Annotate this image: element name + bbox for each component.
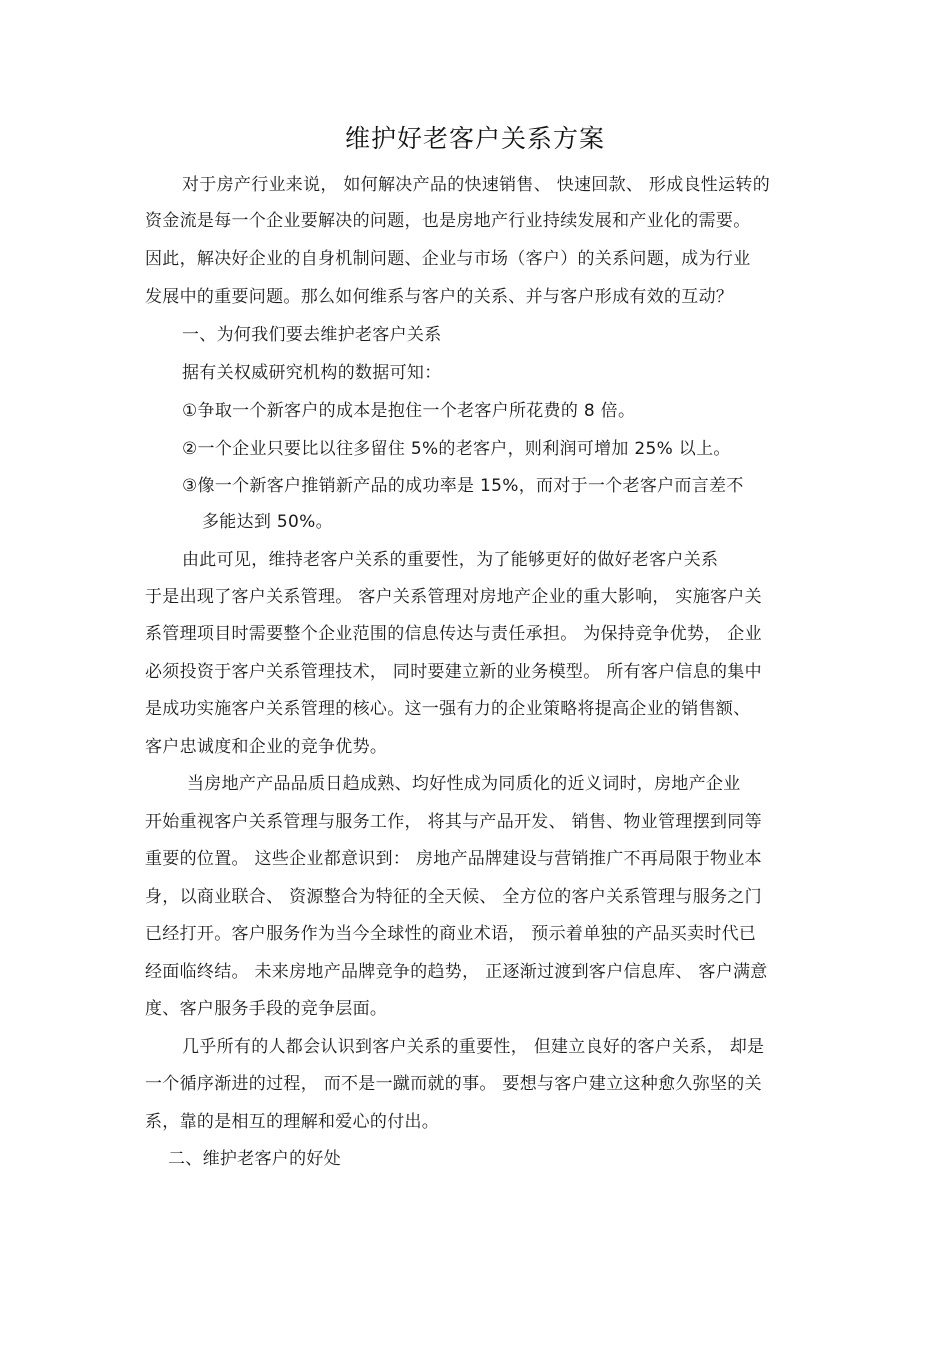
para4-line-3: 系，靠的是相互的理解和爱心的付出。 bbox=[145, 1112, 440, 1132]
fact-item-3: ③像一个新客户推销新产品的成功率是 15%，而对于一个老客户而言差不 bbox=[182, 476, 744, 496]
document-title: 维护好老客户关系方案 bbox=[344, 124, 605, 153]
para3-line-4: 身，以商业联合、 资源整合为特征的全天候、 全方位的客户关系管理与服务之门 bbox=[145, 887, 762, 907]
fact-item-2: ②一个企业只要比以往多留住 5%的老客户，则利润可增加 25% 以上。 bbox=[182, 439, 731, 459]
data-intro: 据有关权威研究机构的数据可知： bbox=[182, 363, 442, 383]
intro-line-2: 资金流是每一个企业要解决的问题，也是房地产行业持续发展和产业化的需要。 bbox=[145, 211, 751, 231]
para4-line-2: 一个循序渐进的过程， 而不是一蹴而就的事。 要想与客户建立这种愈久弥坚的关 bbox=[145, 1074, 762, 1094]
fact-item-1: ①争取一个新客户的成本是抱住一个老客户所花费的 8 倍。 bbox=[182, 401, 636, 421]
para4-line-1: 几乎所有的人都会认识到客户关系的重要性， 但建立良好的客户关系， 却是 bbox=[182, 1037, 765, 1057]
para2-line-6: 客户忠诚度和企业的竞争优势。 bbox=[145, 737, 388, 757]
section-heading-2: 二、维护老客户的好处 bbox=[168, 1149, 341, 1169]
para3-line-2: 开始重视客户关系管理与服务工作， 将其与产品开发、 销售、物业管理摆到同等 bbox=[145, 812, 762, 832]
intro-line-4: 发展中的重要问题。那么如何维系与客户的关系、并与客户形成有效的互动？ bbox=[145, 287, 734, 307]
para2-line-4: 必须投资于客户关系管理技术， 同时要建立新的业务模型。 所有客户信息的集中 bbox=[145, 662, 762, 682]
para3-line-5: 已经打开。客户服务作为当今全球性的商业术语， 预示着单独的产品买卖时代已 bbox=[145, 924, 757, 944]
para2-line-2: 于是出现了客户关系管理。 客户关系管理对房地产企业的重大影响， 实施客户关 bbox=[145, 587, 762, 607]
para2-line-1: 由此可见，维持老客户关系的重要性，为了能够更好的做好老客户关系 bbox=[182, 550, 719, 570]
para3-line-1: 当房地产产品品质日趋成熟、均好性成为同质化的近义词时，房地产企业 bbox=[187, 774, 741, 794]
intro-line-1: 对于房产行业来说， 如何解决产品的快速销售、 快速回款、 形成良性运转的 bbox=[182, 175, 771, 195]
para3-line-6: 经面临终结。 未来房地产品牌竞争的趋势， 正逐渐过渡到客户信息库、 客户满意 bbox=[145, 962, 768, 982]
para2-line-3: 系管理项目时需要整个企业范围的信息传达与责任承担。 为保持竞争优势， 企业 bbox=[145, 624, 762, 644]
intro-line-3: 因此，解决好企业的自身机制问题、企业与市场（客户）的关系问题，成为行业 bbox=[145, 249, 751, 269]
para3-line-3: 重要的位置。 这些企业都意识到： 房地产品牌建设与营销推广不再局限于物业本 bbox=[145, 849, 762, 869]
section-heading-1: 一、为何我们要去维护老客户关系 bbox=[182, 325, 442, 345]
fact-item-3-cont: 多能达到 50%。 bbox=[202, 512, 333, 532]
para2-line-5: 是成功实施客户关系管理的核心。这一强有力的企业策略将提高企业的销售额、 bbox=[145, 699, 751, 719]
para3-line-7: 度、客户服务手段的竞争层面。 bbox=[145, 999, 388, 1019]
